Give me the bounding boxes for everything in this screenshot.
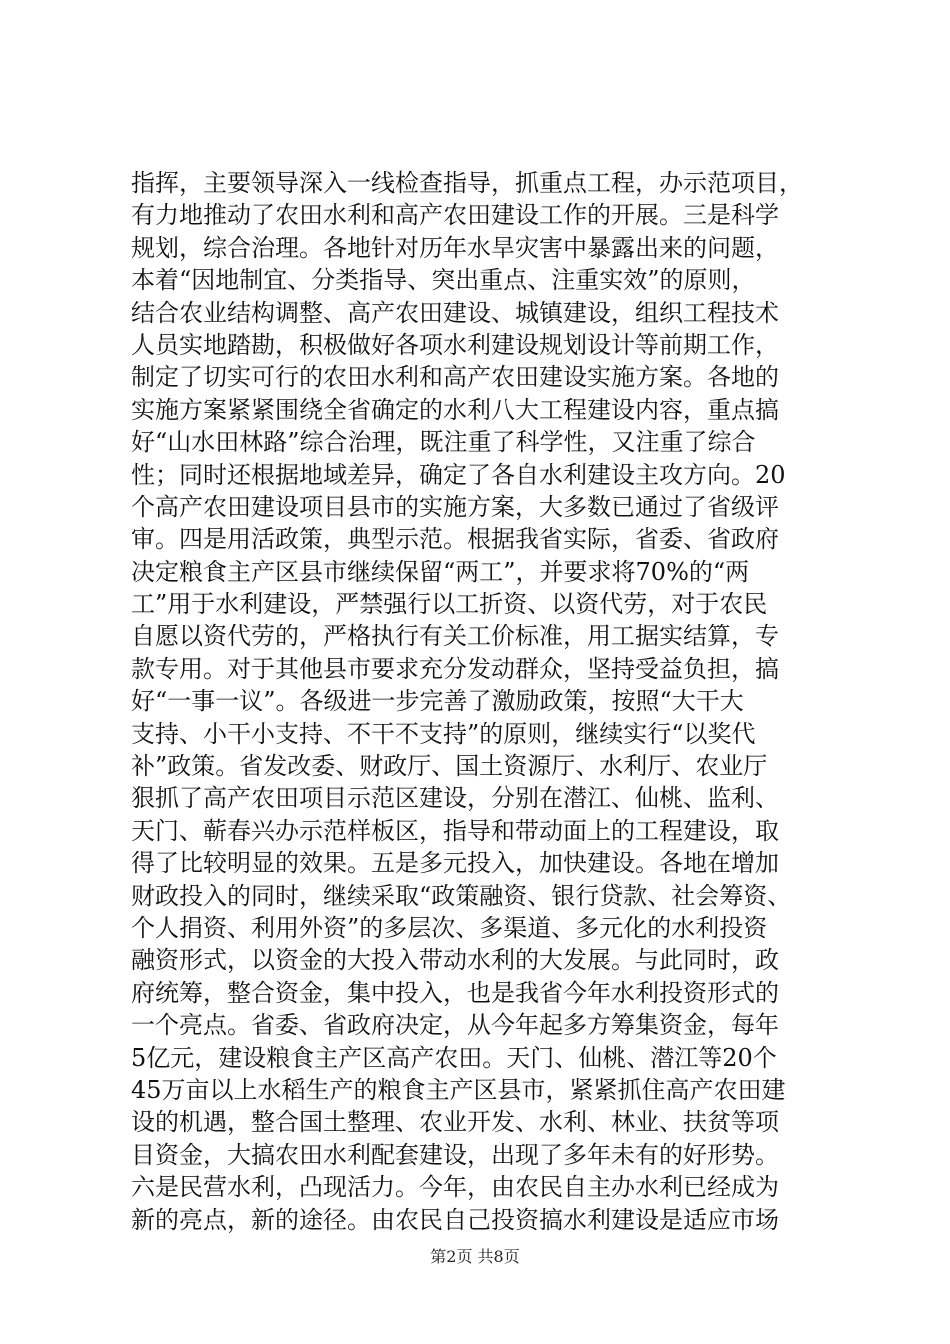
text-line: 府统筹，整合资金，集中投入，也是我省今年水利投资形式的	[131, 978, 779, 1007]
text-line: 45万亩以上水稻生产的粮食主产区县市，紧紧抓住高产农田建	[131, 1075, 786, 1104]
text-line: 目资金，大搞农田水利配套建设，出现了多年未有的好形势。	[131, 1140, 779, 1169]
text-line: 个人捐资、利用外资”的多层次、多渠道、多元化的水利投资	[131, 913, 768, 942]
text-line: 六是民营水利，凸现活力。今年，由农民自主办水利已经成为	[131, 1173, 779, 1202]
text-line: 人员实地踏勘，积极做好各项水利建设规划设计等前期工作，	[131, 330, 779, 359]
text-line: 本着“因地制宜、分类指导、突出重点、注重实效”的原则，	[131, 266, 756, 295]
text-line: 融资形式，以资金的大投入带动水利的大发展。与此同时，政	[131, 946, 779, 975]
text-line: 财政投入的同时，继续采取“政策融资、银行贷款、社会筹资、	[131, 881, 792, 910]
text-line: 支持、小干小支持、不干不支持”的原则，继续实行“以奖代	[131, 719, 756, 748]
text-line: 得了比较明显的效果。五是多元投入，加快建设。各地在增加	[131, 849, 779, 878]
text-line: 工”用于水利建设，严禁强行以工折资、以资代劳，对于农民	[131, 590, 768, 619]
page-footer: 第2页 共8页	[430, 1247, 520, 1266]
text-line: 审。四是用活政策，典型示范。根据我省实际，省委、省政府	[131, 525, 779, 554]
text-line: 新的亮点，新的途径。由农民自己投资搞水利建设是适应市场	[131, 1205, 779, 1234]
text-line: 个高产农田建设项目县市的实施方案，大多数已通过了省级评	[131, 492, 779, 521]
text-line: 制定了切实可行的农田水利和高产农田建设实施方案。各地的	[131, 363, 779, 392]
text-line: 补”政策。省发改委、财政厅、国土资源厅、水利厅、农业厅	[131, 752, 768, 781]
text-line: 规划，综合治理。各地针对历年水旱灾害中暴露出来的问题，	[131, 233, 779, 262]
text-line: 自愿以资代劳的，严格执行有关工价标准，用工据实结算，专	[131, 622, 779, 651]
text-line: 结合农业结构调整、高产农田建设、城镇建设，组织工程技术	[131, 298, 779, 327]
text-line: 实施方案紧紧围绕全省确定的水利八大工程建设内容，重点搞	[131, 395, 779, 424]
text-line: 指挥，主要领导深入一线检查指导，抓重点工程，办示范项目，	[131, 169, 803, 197]
text-line: 狠抓了高产农田项目示范区建设，分别在潜江、仙桃、监利、	[131, 784, 779, 813]
text-line: 一个亮点。省委、省政府决定，从今年起多方筹集资金，每年	[131, 1011, 779, 1040]
text-line: 性；同时还根据地域差异，确定了各自水利建设主攻方向。20	[131, 460, 786, 489]
text-line: 有力地推动了农田水利和高产农田建设工作的开展。三是科学	[131, 201, 779, 230]
body-paragraph	[131, 167, 831, 1236]
text-line: 好“山水田林路”综合治理，既注重了科学性，又注重了综合	[131, 428, 756, 457]
text-line: 好“一事一议”。各级进一步完善了激励政策，按照“大干大	[131, 687, 744, 716]
text-line: 5亿元，建设粮食主产区高产农田。天门、仙桃、潜江等20个	[131, 1043, 777, 1072]
text-line: 款专用。对于其他县市要求充分发动群众，坚持受益负担，搞	[131, 654, 779, 683]
text-line: 天门、蕲春兴办示范样板区，指导和带动面上的工程建设，取	[131, 816, 779, 845]
text-line: 设的机遇，整合国土整理、农业开发、水利、林业、扶贫等项	[131, 1108, 779, 1137]
text-line: 决定粮食主产区县市继续保留“两工”，并要求将70%的“两	[131, 557, 750, 586]
